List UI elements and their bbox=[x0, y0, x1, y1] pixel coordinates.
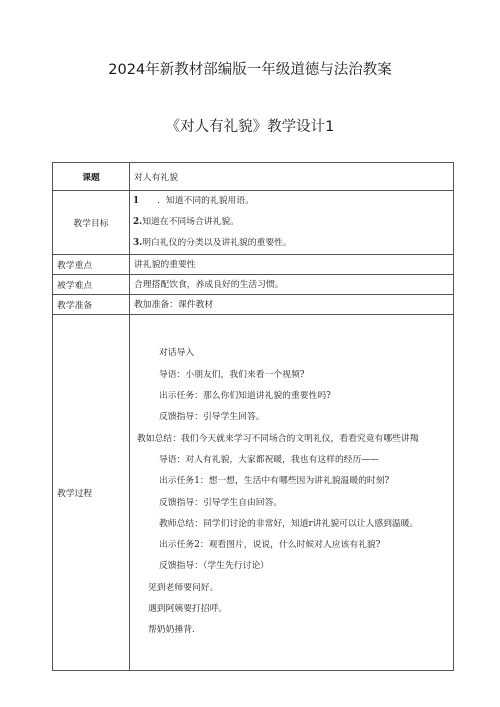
difficulty-value: 合理搭配饮食，养成良好的生活习惯。 bbox=[130, 275, 454, 295]
lesson-plan-table bbox=[52, 162, 454, 671]
goal-item bbox=[133, 212, 450, 233]
process-line: 帮奶奶捶背. bbox=[148, 625, 195, 636]
goal-number: 3. bbox=[133, 238, 143, 248]
key-point-row bbox=[53, 255, 454, 275]
process-line: 教师总结：同学们讨论的非常好，知道r讲礼貌可以让人感到温暖。 bbox=[159, 518, 419, 529]
process-row bbox=[53, 315, 454, 671]
process-line: 遇到阿姨要打招呼。 bbox=[148, 603, 228, 614]
difficulty-label: 被学难点 bbox=[53, 275, 130, 295]
goals-cell bbox=[130, 191, 454, 255]
preparation-value: 教加准备：课件教材 bbox=[130, 295, 454, 315]
topic-row bbox=[53, 163, 454, 191]
process-line: 见到老师要问好。 bbox=[148, 582, 219, 593]
key-point-value: 讲礼貌的重要性 bbox=[130, 255, 454, 275]
goal-number: 1 bbox=[133, 196, 140, 206]
topic-label: 课题 bbox=[53, 163, 130, 191]
goal-text: ．知道不同的礼貌用语。 bbox=[157, 196, 254, 206]
process-line: 对话导入 bbox=[159, 348, 195, 359]
preparation-label: 教学准备 bbox=[53, 295, 130, 315]
goal-text: 明白礼仪的分类以及讲礼貌的重要性。 bbox=[142, 238, 292, 248]
goal-item bbox=[133, 233, 450, 254]
goal-number: 2. bbox=[133, 217, 143, 227]
topic-value: 对人有礼貌 bbox=[130, 163, 454, 191]
goal-text: 知道在不同场合讲礼貌。 bbox=[142, 217, 239, 227]
key-point-label: 教学重点 bbox=[53, 255, 130, 275]
difficulty-row bbox=[53, 275, 454, 295]
process-line: 出示任务2：观看图片，说说，什么时候对人应该有礼貌? bbox=[159, 540, 381, 551]
goals-label: 教学目标 bbox=[53, 191, 130, 255]
process-line: 反馈指导：引导学生自由回答。 bbox=[159, 497, 283, 508]
process-label: 教学过程 bbox=[53, 315, 130, 671]
goals-row bbox=[53, 191, 454, 255]
document-title: 2024年新教材部编版一年级道德与法治教案 bbox=[108, 62, 392, 78]
process-cell bbox=[130, 315, 454, 671]
process-line: 出示任务：那么你们知道讲礼貌的重要性吗? bbox=[159, 391, 331, 402]
process-line: 教如总结：我们今天就来学习不同场合的文明礼仪，看看究竟有哪些讲羯 bbox=[137, 433, 419, 444]
process-line: 出示任务1：想一想，生活中有哪些因为讲礼貌温暖的时刻? bbox=[159, 476, 390, 487]
preparation-row bbox=[53, 295, 454, 315]
process-line: 导语：对人有礼貌，大家都祝暖，我也有这样的经历—— bbox=[159, 454, 379, 465]
document-subtitle: 《对人有礼貌》教学设计1 bbox=[165, 119, 335, 135]
goal-item bbox=[133, 191, 450, 212]
process-line: 反馈指导：（学生先行讨论） bbox=[159, 561, 269, 572]
process-line: 反馈指导：引导学生回答。 bbox=[159, 412, 265, 423]
process-line: 导语：小朋友们，我们来看一个视频? bbox=[159, 369, 305, 380]
